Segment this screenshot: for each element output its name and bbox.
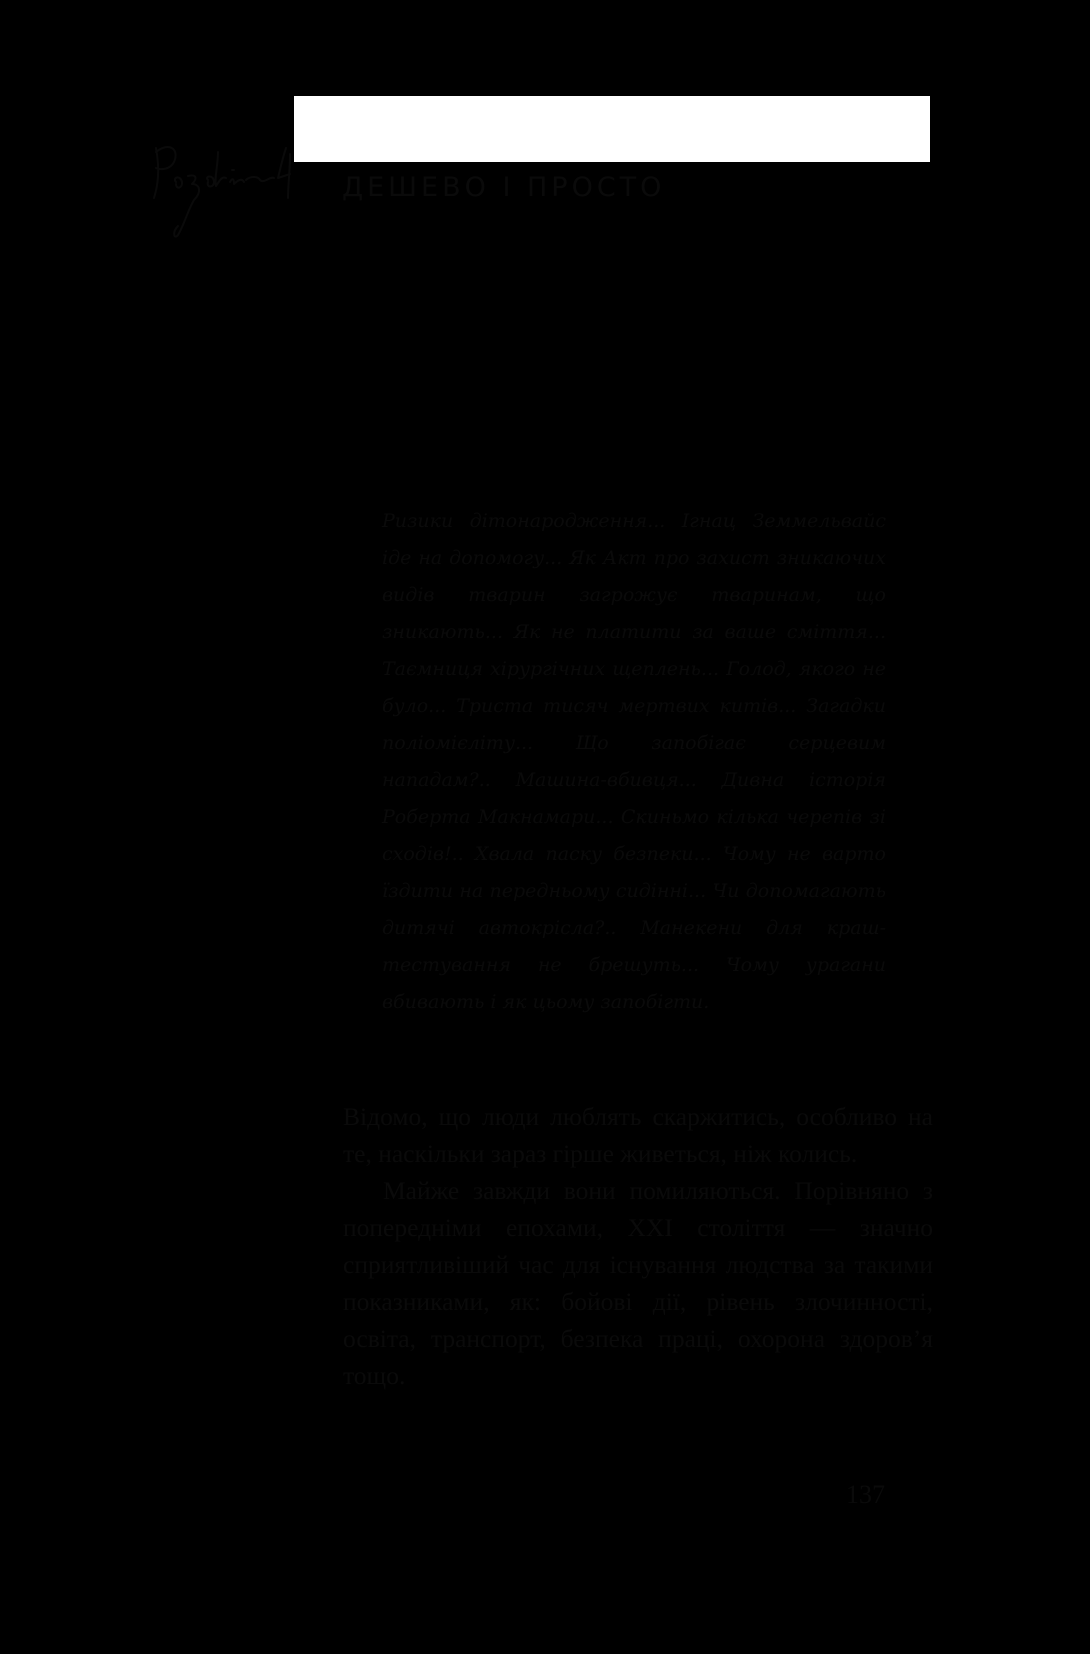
chapter-abstract: Ризики дітонародження... Ігнац Земмельвайс іде на допомогу... Як Акт про захист зникаючих видів тварин загрожує тваринам, що зникають... Як не платити за ваше сміття... Таємниця хірургічних щеплень... Голод, якого не було... Триста тисяч мертвих китів... Загадки поліомієліту... Що запобігає серцевим нападам?.. Машина-вбивця... Дивна історія Роберта Макнамари... Скиньмо кілька черепів зі сходів!.. Хвала паску безпеки... Чому не варто їздити на передньому сидінні... Чи допомагають дитячі автокрісла?.. Манекени для краш-тестування не брешуть... Чому урагани вбивають і як цьому запобігти. [382,510,886,1013]
chapter-handwritten-label [148,140,308,255]
page-number: 137 [846,1480,885,1509]
paragraph: Відомо, що люди люблять скаржитись, особливо на те, наскільки зараз гірше живеться, ніж колись. [343,1102,933,1168]
header-bar [294,96,930,162]
paragraph: Майже завжди вони помиляються. Порівняно з попередніми епохами, XXI століття — значно сприятливіший час для існування людства за такими показниками, як: бойові дії, рівень злочинності, освіта, транспорт, безпека праці, охорона здоров’я тощо. [343,1176,933,1390]
body-text [343,1098,933,1394]
chapter-title: ДЕШЕВО І ПРОСТО [342,172,666,203]
